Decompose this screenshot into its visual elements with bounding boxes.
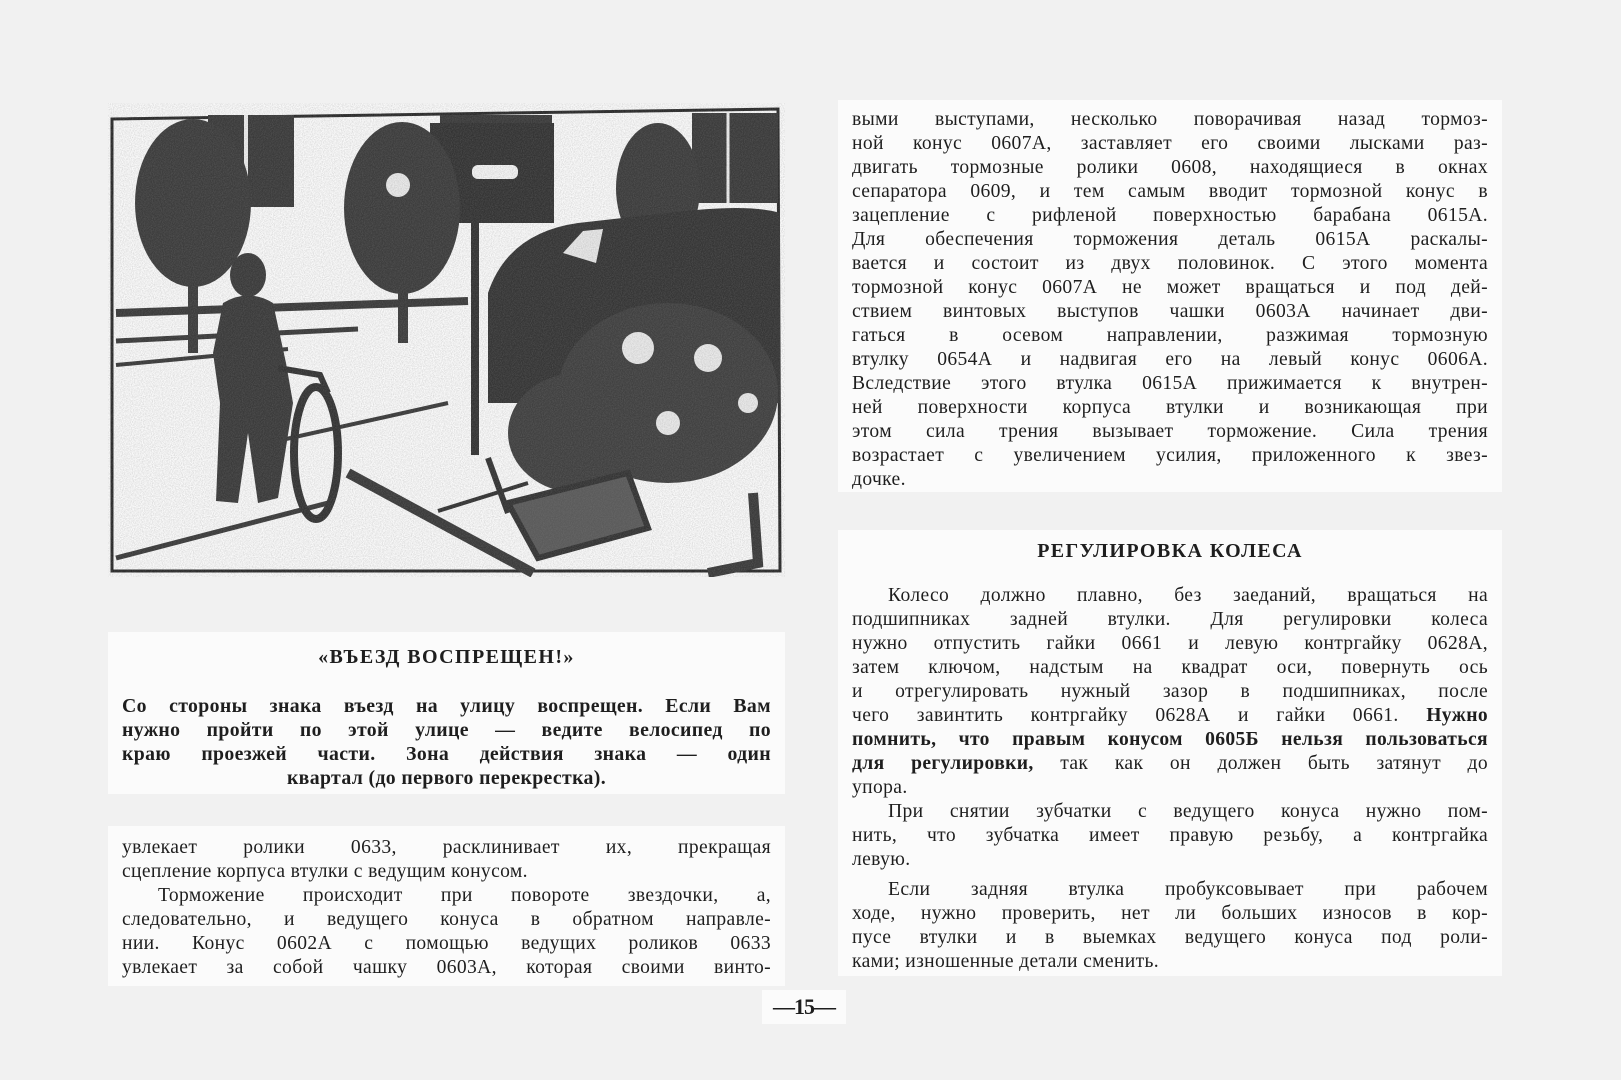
illustration-drawing (108, 103, 785, 577)
body-line: следовательно, и ведущего конуса в обратном направле- (122, 909, 771, 930)
body-line: ками; изношенные детали сменить. (852, 951, 1160, 972)
body-line: двигать тормозные ролики 0608, находящиеся в окнах (852, 157, 1488, 178)
body-line: При снятии зубчатки с ведущего конуса нужно пом- (888, 801, 1488, 822)
body-line: этом сила трения вызывает торможение. Сила трения (852, 421, 1488, 442)
body-line: Колесо должно плавно, без заеданий, вращаться на (888, 585, 1488, 606)
body-line: нии. Конус 0602А с помощью ведущих роликов 0633 (122, 933, 771, 954)
body-line: Для обеспечения торможения деталь 0615А раскалы- (852, 229, 1488, 250)
right-top-paragraph (852, 108, 1488, 492)
body-line: ной конус 0607А, заставляет его своими лысками раз- (852, 133, 1488, 154)
body-line: возрастает с увеличением усилия, приложенного к звез- (852, 445, 1488, 466)
caption-line: нужно пройти по этой улице — ведите велосипед по (122, 719, 771, 741)
caption-text (122, 694, 771, 790)
body-line (852, 704, 1488, 728)
page-number-box (762, 990, 846, 1024)
emphasis-text: для регулировки, (852, 753, 1034, 774)
illustration-caption (108, 632, 785, 794)
body-line: затем ключом, надстым на квадрат оси, повернуть ось (852, 657, 1488, 678)
body-line: подшипниках задней втулки. Для регулировки колеса (852, 609, 1488, 630)
page-number: —15— (773, 994, 835, 1019)
body-line: выми выступами, несколько поворачивая назад тормоз- (852, 109, 1488, 130)
body-line: ствием винтовых выступов чашки 0603А начинает дви- (852, 301, 1488, 322)
body-line: нить, что зубчатка имеет правую резьбу, а контргайка (852, 825, 1488, 846)
body-line: втулку 0654А и надвигая его на левый конус 0606А. (852, 349, 1488, 370)
caption-title: «ВЪЕЗД ВОСПРЕЩЕН!» (318, 646, 575, 668)
body-line: нужно отпустить гайки 0661 и левую контргайку 0628А, (852, 633, 1488, 654)
body-line: увлекает ролики 0633, расклинивает их, прекращая (122, 837, 771, 858)
body-line: сцепление корпуса втулки с ведущим конусом. (122, 861, 528, 882)
illustration-street-scene (108, 103, 785, 577)
body-line (852, 728, 1488, 752)
body-line: вается и состоит из двух половинок. С этого момента (852, 253, 1488, 274)
section-title: РЕГУЛИРОВКА КОЛЕСА (1037, 540, 1303, 562)
left-column-body (108, 826, 785, 986)
body-text: так как он должен быть затянут до (1060, 753, 1489, 774)
body-line: Если задняя втулка пробуксовывает при рабочем (888, 879, 1488, 900)
body-line: левую. (852, 849, 911, 870)
body-line (852, 752, 1488, 776)
body-line: сепаратора 0609, и тем самым вводит тормозной конус в (852, 181, 1488, 202)
body-line: тормозной конус 0607А не может вращаться и под дей- (852, 277, 1488, 298)
caption-line: квартал (до первого перекрестка). (286, 767, 607, 789)
body-line: и отрегулировать нужный зазор в подшипниках, после (852, 681, 1488, 702)
body-line: зацепление с рифленой поверхностью барабана 0615А. (852, 205, 1488, 226)
emphasis-text: Нужно (1426, 705, 1489, 726)
section-paragraphs (852, 584, 1488, 974)
left-body-paragraphs (122, 836, 771, 980)
body-line: ней поверхности корпуса втулки и возникающая при (852, 397, 1488, 418)
body-text: чего завинтить контргайку 0628А и гайки 0661. (852, 705, 1399, 726)
body-line: упора. (852, 777, 908, 798)
right-column-top-text (838, 100, 1502, 492)
print-grain-texture (108, 103, 785, 577)
body-line: ходе, нужно проверить, нет ли больших износов в кор- (852, 903, 1488, 924)
body-line: дочке. (852, 469, 906, 490)
emphasis-text: помнить, что правым конусом 0605Б нельзя пользоваться (852, 729, 1488, 750)
caption-line: краю проезжей части. Зона действия знака — один (122, 743, 771, 765)
body-line: Вследствие этого втулка 0615А прижимается к внутрен- (852, 373, 1488, 394)
body-line: пусе втулки и в выемках ведущего конуса под роли- (852, 927, 1488, 948)
section-wheel-adjustment (838, 530, 1502, 976)
caption-line: Со стороны знака въезд на улицу воспрещен. Если Вам (122, 695, 771, 717)
body-line: увлекает за собой чашку 0603А, которая своими винто- (122, 957, 771, 978)
body-line: гаться в осевом направлении, разжимая тормозную (852, 325, 1488, 346)
body-line: Торможение происходит при повороте звездочки, а, (158, 885, 771, 906)
